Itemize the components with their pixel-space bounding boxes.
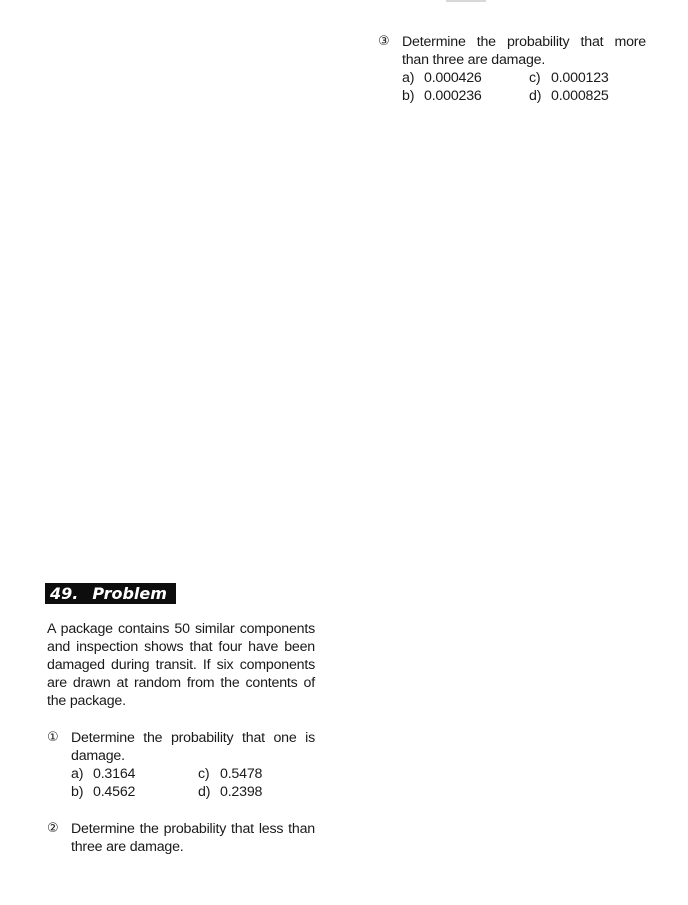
question-3-marker: ③: [378, 34, 390, 49]
question-1-choices: [71, 765, 315, 801]
question-3-choices: [402, 69, 646, 105]
problem-header: [45, 583, 176, 604]
choice-d: d) 0.2398: [198, 784, 263, 800]
question-2: [47, 820, 315, 856]
choice-value: 0.5478: [220, 766, 263, 782]
choice-value: 0.000825: [551, 88, 609, 104]
problem-number: 49.: [50, 584, 79, 603]
choice-value: 0.3164: [93, 766, 136, 782]
question-2-marker: ②: [47, 821, 59, 836]
choice-b: b) 0.000236: [402, 88, 482, 104]
question-2-text: Determine the probability that less than three are damage.: [71, 821, 315, 855]
top-edge-rule: [446, 0, 486, 2]
choice-value: 0.000236: [424, 88, 482, 104]
choice-a: a) 0.000426: [402, 70, 482, 86]
problem-title: Problem: [92, 584, 167, 603]
question-1-text: Determine the probability that one is damage.: [71, 730, 315, 764]
question-3-text: Determine the probability that more than three are damage.: [402, 34, 646, 68]
choice-a: a) 0.3164: [71, 766, 136, 782]
choice-c: c) 0.5478: [198, 766, 263, 782]
choice-value: 0.2398: [220, 784, 263, 800]
choice-d: d) 0.000825: [529, 88, 609, 104]
choice-value: 0.000426: [424, 70, 482, 86]
question-1: [47, 729, 315, 801]
choice-value: 0.4562: [93, 784, 136, 800]
problem-statement: A package contains 50 similar components and inspection shows that four have been damaged during transit. If six components are drawn at random from the contents of the package.: [47, 621, 315, 709]
question-1-marker: ①: [47, 730, 59, 745]
choice-value: 0.000123: [551, 70, 609, 86]
question-3: [378, 33, 646, 105]
choice-c: c) 0.000123: [529, 70, 609, 86]
choice-b: b) 0.4562: [71, 784, 136, 800]
